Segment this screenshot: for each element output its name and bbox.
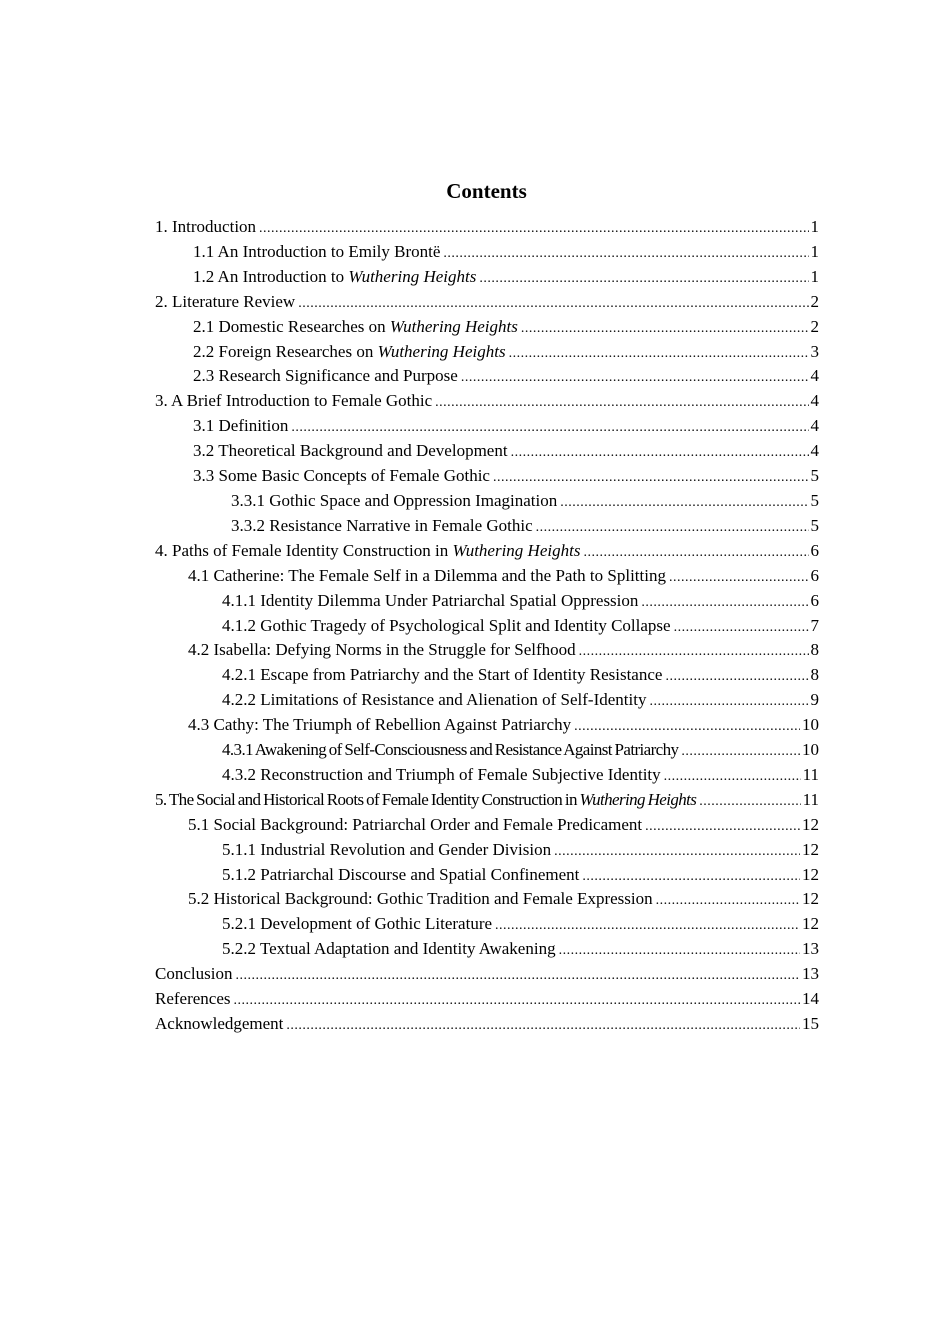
toc-entry[interactable]: [155, 813, 819, 838]
toc-entry[interactable]: [155, 763, 819, 788]
toc-entry-title: [222, 738, 678, 763]
toc-entry-title: [193, 414, 288, 439]
toc-entry[interactable]: [155, 713, 819, 738]
dot-leader: [443, 242, 808, 267]
toc-entry-title-part: 1.1 An Introduction to Emily Brontë: [193, 241, 441, 261]
dot-leader: [583, 541, 808, 566]
dot-leader: [291, 416, 808, 441]
toc-page-number: 5: [810, 490, 819, 510]
dot-leader: [286, 1014, 800, 1039]
toc-entry-title: [222, 763, 661, 788]
toc-entry-title: [188, 564, 666, 589]
toc-page-number: 4: [810, 391, 819, 411]
toc-entry[interactable]: [155, 215, 819, 240]
toc-entry-title: [155, 987, 231, 1012]
toc-entry-title-part: 4.1.1 Identity Dilemma Under Patriarchal Spatial Oppression: [222, 590, 639, 610]
toc-entry[interactable]: [155, 962, 819, 987]
toc-page-number: 15: [802, 1014, 819, 1033]
toc-entry-title-italic: Wuthering Heights: [579, 789, 697, 809]
dot-leader: [649, 690, 808, 715]
dot-leader: [559, 939, 800, 964]
toc-page-number: 5: [810, 466, 819, 486]
dot-leader: [298, 292, 808, 317]
toc-entry[interactable]: [155, 489, 819, 514]
toc-entry[interactable]: [155, 738, 819, 763]
toc-entry-title-part: 3.3.2 Resistance Narrative in Female Gothic: [231, 515, 533, 535]
toc-entry[interactable]: [155, 265, 819, 290]
toc-page-number: 2: [810, 316, 819, 336]
toc-page-number: 3: [810, 341, 819, 361]
toc-entry-title: [193, 464, 490, 489]
toc-page-number: 4: [810, 416, 819, 436]
toc-entry-title: [188, 813, 642, 838]
toc-entry-title-part: 4.3 Cathy: The Triumph of Rebellion Against Patriarchy: [188, 715, 572, 735]
dot-leader: [235, 964, 800, 989]
toc-entry[interactable]: [155, 240, 819, 265]
toc-page-number: 1: [810, 266, 819, 286]
dot-leader: [554, 840, 800, 865]
toc-entry-title: [222, 589, 638, 614]
toc-entry[interactable]: [155, 937, 819, 962]
toc-entry-title-part: 4. Paths of Female Identity Construction in: [155, 540, 453, 560]
toc-page-number: 5: [810, 515, 819, 535]
toc-entry-title-part: 3. A Brief Introduction to Female Gothic: [155, 391, 433, 411]
dot-leader: [461, 366, 809, 391]
table-of-contents: [155, 215, 819, 1037]
toc-page-number: 4: [810, 441, 819, 461]
toc-page-number: 12: [802, 839, 819, 859]
toc-entry[interactable]: [155, 887, 819, 912]
toc-entry-title: [188, 638, 576, 663]
toc-entry[interactable]: [155, 838, 819, 863]
toc-page-number: 12: [802, 889, 819, 909]
toc-entry[interactable]: [155, 863, 819, 888]
toc-entry-title-part: 4.1 Catherine: The Female Self in a Dilemma and the Path to Splitting: [188, 565, 666, 585]
toc-page-number: 2: [810, 291, 819, 311]
toc-entry-title: [155, 1012, 283, 1037]
toc-entry-title-part: 2. Literature Review: [155, 291, 296, 311]
toc-page-number: 13: [802, 939, 819, 959]
toc-entry-title: [193, 439, 508, 464]
toc-entry[interactable]: [155, 290, 819, 315]
toc-entry-title-part: 1.2 An Introduction to: [193, 266, 349, 286]
toc-entry-title: [155, 539, 580, 564]
toc-entry-title: [193, 315, 518, 340]
toc-entry-title-part: 4.2 Isabella: Defying Norms in the Struggle for Selfhood: [188, 640, 576, 660]
toc-entry-title-part: Conclusion: [155, 964, 233, 984]
toc-entry[interactable]: [155, 514, 819, 539]
toc-entry[interactable]: [155, 340, 819, 365]
toc-entry-title: [193, 340, 506, 365]
toc-page-number: 9: [810, 690, 819, 710]
dot-leader: [641, 591, 808, 616]
toc-entry-title: [155, 215, 256, 240]
page-title: Contents: [446, 179, 527, 203]
dot-leader: [669, 566, 809, 591]
dot-leader: [645, 815, 800, 840]
dot-leader: [511, 441, 809, 466]
toc-entry-title: [222, 663, 662, 688]
toc-page-number: 6: [810, 540, 819, 560]
toc-page-number: 11: [802, 789, 819, 809]
dot-leader: [699, 790, 800, 815]
toc-entry-title: [231, 514, 533, 539]
toc-entry-title: [155, 389, 432, 414]
toc-entry[interactable]: [155, 614, 819, 639]
dot-leader: [681, 740, 800, 765]
toc-page-number: 10: [802, 715, 819, 735]
toc-page-number: 1: [810, 241, 819, 261]
toc-entry-title-part: 2.2 Foreign Researches on: [193, 341, 378, 361]
toc-entry[interactable]: [155, 987, 819, 1012]
toc-entry[interactable]: [155, 564, 819, 589]
toc-entry-title-part: 1. Introduction: [155, 217, 257, 236]
dot-leader: [259, 217, 808, 242]
toc-entry[interactable]: [155, 315, 819, 340]
toc-entry-title-italic: Wuthering Heights: [452, 540, 581, 560]
dot-leader: [579, 640, 809, 665]
dot-leader: [536, 516, 809, 541]
dot-leader: [479, 267, 808, 292]
toc-page-number: 10: [802, 740, 819, 760]
toc-page-number: 12: [802, 814, 819, 834]
toc-entry[interactable]: [155, 1012, 819, 1037]
toc-entry-title: [222, 937, 556, 962]
toc-entry-title: [222, 838, 551, 863]
toc-entry-title-part: 3.3 Some Basic Concepts of Female Gothic: [193, 466, 490, 486]
toc-page-number: 1: [810, 217, 819, 236]
toc-page-number: 14: [802, 989, 819, 1009]
toc-entry-title: [188, 713, 571, 738]
dot-leader: [582, 865, 800, 890]
toc-page-number: 7: [810, 615, 819, 635]
toc-page-number: 8: [810, 665, 819, 685]
toc-entry-title: [188, 887, 653, 912]
toc-entry[interactable]: [155, 589, 819, 614]
toc-entry[interactable]: [155, 414, 819, 439]
toc-entry-title: [193, 240, 440, 265]
toc-entry[interactable]: [155, 688, 819, 713]
toc-entry-title-part: References: [155, 989, 231, 1009]
dot-leader: [674, 616, 809, 641]
toc-entry-title-part: 5.1 Social Background: Patriarchal Order and Female Predicament: [188, 814, 643, 834]
toc-entry-title-part: 5.2.1 Development of Gothic Literature: [222, 914, 493, 934]
dot-leader: [521, 317, 809, 342]
dot-leader: [574, 715, 800, 740]
dot-leader: [665, 665, 808, 690]
toc-page-number: 12: [802, 864, 819, 884]
toc-entry-title-italic: Wuthering Heights: [389, 316, 518, 336]
toc-page-number: 11: [802, 764, 819, 784]
toc-entry-title: [222, 614, 671, 639]
toc-page-number: 4: [810, 366, 819, 386]
toc-entry-title-part: 2.3 Research Significance and Purpose: [193, 366, 458, 386]
dot-leader: [493, 466, 809, 491]
toc-entry-title-part: Acknowledgement: [155, 1014, 284, 1033]
toc-page-number: 6: [810, 565, 819, 585]
toc-page-number: 8: [810, 640, 819, 660]
toc-entry-title: [222, 912, 492, 937]
dot-leader: [495, 914, 800, 939]
toc-entry-title-part: 5.1.2 Patriarchal Discourse and Spatial Confinement: [222, 864, 580, 884]
toc-entry[interactable]: [155, 788, 819, 813]
toc-entry[interactable]: [155, 912, 819, 937]
toc-entry-title-italic: Wuthering Heights: [377, 341, 506, 361]
toc-entry-title: [222, 863, 579, 888]
dot-leader: [435, 391, 808, 416]
toc-entry-title-part: 2.1 Domestic Researches on: [193, 316, 390, 336]
toc-entry-title-part: 4.2.2 Limitations of Resistance and Alienation of Self-Identity: [222, 690, 647, 710]
toc-entry-title-part: 5.2 Historical Background: Gothic Tradition and Female Expression: [188, 889, 653, 909]
toc-entry[interactable]: [155, 663, 819, 688]
toc-entry-title-part: 3.2 Theoretical Background and Development: [193, 441, 508, 461]
toc-entry-title-part: 4.3.2 Reconstruction and Triumph of Female Subjective Identity: [222, 764, 661, 784]
dot-leader: [509, 342, 809, 367]
toc-entry[interactable]: [155, 439, 819, 464]
toc-entry-title: [155, 290, 295, 315]
toc-entry-title-part: 5.1.1 Industrial Revolution and Gender Division: [222, 839, 552, 859]
dot-leader: [560, 491, 808, 516]
toc-entry-title: [222, 688, 646, 713]
toc-entry-title-italic: Wuthering Heights: [348, 266, 477, 286]
dot-leader: [656, 889, 800, 914]
toc-page-number: 13: [802, 964, 819, 984]
dot-leader: [234, 989, 800, 1014]
toc-entry[interactable]: [155, 389, 819, 414]
toc-page-number: 12: [802, 914, 819, 934]
toc-entry-title: [193, 265, 476, 290]
toc-entry-title-part: 4.2.1 Escape from Patriarchy and the Start of Identity Resistance: [222, 665, 663, 685]
toc-entry-title-part: 3.3.1 Gothic Space and Oppression Imagination: [231, 490, 558, 510]
toc-entry-title-part: 4.1.2 Gothic Tragedy of Psychological Split and Identity Collapse: [222, 615, 671, 635]
toc-entry-title-part: 5.2.2 Textual Adaptation and Identity Awakening: [222, 939, 556, 959]
toc-entry-title: [231, 489, 557, 514]
toc-entry[interactable]: [155, 364, 819, 389]
toc-entry-title-part: 4.3.1 Awakening of Self-Consciousness and Resistance Against Patriarchy: [222, 740, 679, 760]
toc-entry-title-part: 5. The Social and Historical Roots of Female Identity Construction in: [155, 789, 580, 809]
toc-entry-title: [155, 788, 696, 813]
toc-entry-title: [155, 962, 232, 987]
toc-page-number: 6: [810, 590, 819, 610]
toc-entry-title: [193, 364, 458, 389]
dot-leader: [664, 765, 801, 790]
toc-entry[interactable]: [155, 539, 819, 564]
toc-entry[interactable]: [155, 638, 819, 663]
toc-entry[interactable]: [155, 464, 819, 489]
toc-entry-title-part: 3.1 Definition: [193, 416, 289, 436]
